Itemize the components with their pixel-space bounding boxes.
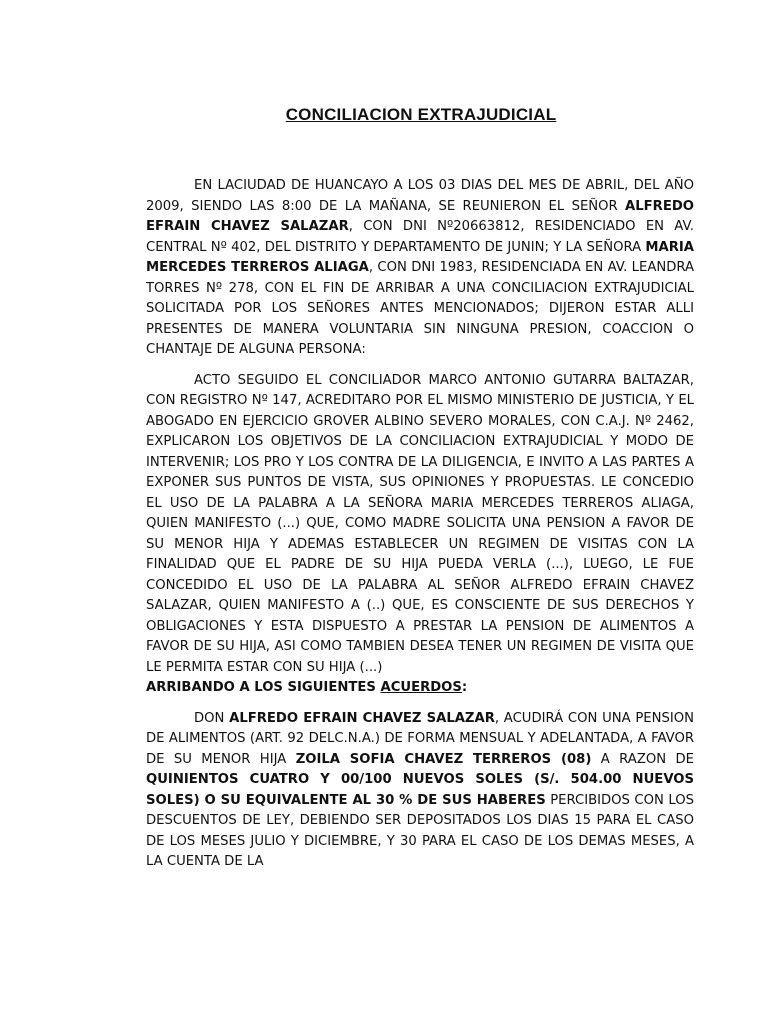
paragraph-proceedings: ACTO SEGUIDO EL CONCILIADOR MARCO ANTONIO GUTARRA BALTAZAR, CON REGISTRO Nº 147, ACREDITARO POR EL MISMO MINISTERIO DE JUSTICIA, Y EL ABOGADO EN EJERCICIO GROVER ALBINO SEVERO MORALES, CON C.A.J. Nº 2462, EXPLICARON LOS OBJETIVOS DE LA CONCILIACION EXTRAJUDICIAL Y MODO DE INTERVENIR; LOS PRO Y LOS CONTRA DE LA DILIGENCIA, E INVITO A LAS PARTES A EXPONER SUS PUNTOS DE VISTA, SUS OPINIONES Y PROPUESTAS. LE CONCEDIO EL USO DE LA PALABRA A LA SEÑORA MARIA MERCEDES TERREROS ALIAGA, QUIEN MANIFESTO (...) QUE, COMO MADRE SOLICITA UNA PENSION A FAVOR DE SU MENOR HIJA Y ADEMAS ESTABLECER UN REGIMEN DE VISITAS CON LA FINALIDAD QUE EL PADRE DE SU HIJA PUEDA VERLA (...), LUEGO, LE FUE CONCEDIDO EL USO DE LA PALABRA AL SEÑOR ALFREDO EFRAIN CHAVEZ SALAZAR, QUIEN MANIFESTO A (..) QUE, ES CONSCIENTE DE SUS DERECHOS Y OBLIGACIONES Y ESTA DISPUESTO A PRESTAR LA PENSION DE ALIMENTOS A FAVOR DE SU HIJA, ASI COMO TAMBIEN DESEA TENER UN REGIMEN DE VISITA QUE LE PERMITA ESTAR CON SU HIJA (...)	[146, 372, 694, 675]
text-run: PERCIBIDOS CON LOS DESCUENTOS DE LEY, DEBIENDO SER DEPOSITADOS LOS DIAS 15 PARA EL CASO DE LOS MESES JULIO Y DICIEMBRE, Y 30 PARA EL CASO DE LOS DEMAS MESES, A LA CUENTA DE LA	[146, 792, 694, 869]
document-body	[146, 176, 694, 873]
document-title: CONCILIACION EXTRAJUDICIAL	[285, 105, 557, 124]
paragraph-meeting-intro	[146, 176, 694, 361]
party-name-father: ALFREDO EFRAIN CHAVEZ SALAZAR	[146, 198, 694, 234]
heading-lead: ARRIBANDO A LOS SIGUIENTES	[146, 680, 381, 695]
text-run: , CON DNI 1983, RESIDENCIADA EN AV. LEANDRA TORRES Nº 278, CON EL FIN DE ARRIBAR A UNA CONCILIACION EXTRAJUDICIAL SOLICITADA POR LOS SEÑORES ANTES MENCIONADOS; DIJERON ESTAR ALLI PRESENTES DE MANERA VOLUNTARIA SIN NINGUNA PRESION, COACCION O CHANTAJE DE ALGUNA PERSONA:	[146, 260, 695, 357]
party-name-mother: MARIA MERCEDES TERREROS ALIAGA	[146, 239, 694, 275]
text-run: , ACUDIRÁ CON UNA PENSION DE ALIMENTOS (ART. 92 DELC.N.A.) DE FORMA MENSUAL Y ADELANTADA, A FAVOR DE SU MENOR HIJA	[146, 710, 694, 767]
paragraph-agreement-alimony	[146, 709, 694, 873]
heading-underlined: ACUERDOS	[380, 680, 462, 695]
text-run: A RAZON DE	[591, 751, 694, 767]
party-name-father: ALFREDO EFRAIN CHAVEZ SALAZAR	[229, 710, 495, 726]
agreements-heading	[146, 678, 694, 699]
child-name: ZOILA SOFIA CHAVEZ TERREROS (08)	[295, 751, 592, 767]
heading-tail: :	[461, 680, 468, 695]
text-run: , CON DNI Nº20663812, RESIDENCIADO EN AV. CENTRAL Nº 402, DEL DISTRITO Y DEPARTAMENTO DE JUNIN; Y LA SEÑORA	[146, 219, 694, 255]
text-run: EN LACIUDAD DE HUANCAYO A LOS 03 DIAS DEL MES DE ABRIL, DEL AÑO 2009, SIENDO LAS 8:00 DE LA MAÑANA, SE REUNIERON EL SEÑOR	[146, 178, 694, 214]
text-run: DON	[194, 710, 230, 726]
alimony-amount: QUINIENTOS CUATRO Y 00/100 NUEVOS SOLES (S/. 504.00 NUEVOS SOLES) O SU EQUIVALENTE AL 30 % DE SUS HABERES	[146, 772, 694, 808]
